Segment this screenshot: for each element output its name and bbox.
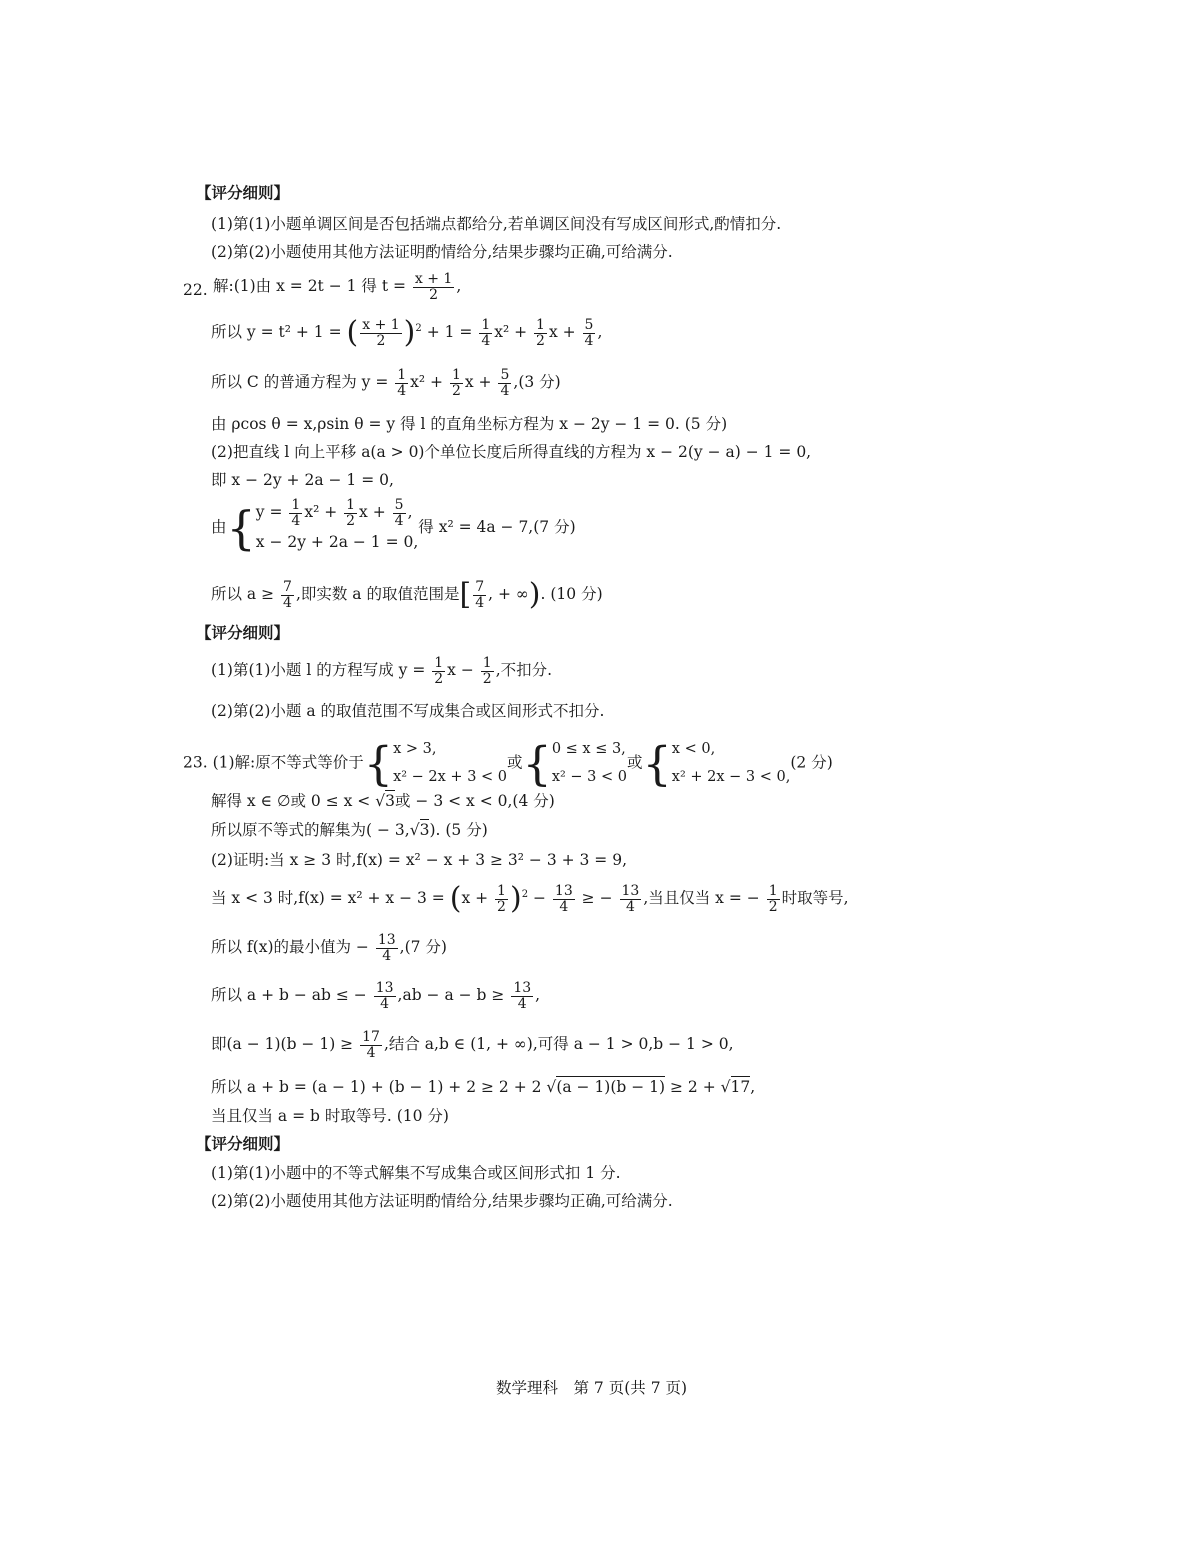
q23-line-2: 解得 x ∈ ∅或 0 ≤ x < √3或 − 3 < x < 0,(4 分): [211, 792, 555, 810]
q22-line-2: 所以 y = t² + 1 = ( $\frac{x + 1}{2}$ )$^2$ + 1 = $\frac{1}{4}$ x² + $\frac{1}{2}$ x + $\frac{5}{4}$ ,: [211, 315, 603, 351]
q23-rubric-heading: 【评分细则】: [196, 1135, 290, 1153]
q21-rubric-heading: 【评分细则】: [196, 184, 290, 202]
q23-line-5: 当 x < 3 时,f(x) = x² + x − 3 = (x + $\frac{1}{2}$ )$^2$ − $\frac{13}{4}$ ≥ − $\frac{13}{4}$ ,当且仅当 x = − $\frac{1}{2}$ 时取等号,: [211, 881, 849, 917]
q21-rubric-line-2: (2)第(2)小题使用其他方法证明酌情给分,结果步骤均正确,可给满分.: [211, 243, 673, 261]
q22-rubric-line-1: (1)第(1)小题 l 的方程写成 y = $\frac{1}{2}$ x − $\frac{1}{2}$ ,不扣分.: [211, 655, 553, 687]
q22-line-4: 由 ρcos θ = x,ρsin θ = y 得 l 的直角坐标方程为 x − 2y − 1 = 0. (5 分): [211, 415, 728, 433]
q23-line-9: 所以 a + b = (a − 1) + (b − 1) + 2 ≥ 2 + 2 √(a − 1)(b − 1) ≥ 2 + √17,: [211, 1078, 756, 1096]
q23-line-3: 所以原不等式的解集为( − 3,√3). (5 分): [211, 821, 488, 839]
q22-line-6: 即 x − 2y + 2a − 1 = 0,: [211, 471, 394, 489]
q23-line-1: 23. (1)解:原不等式等价于{ x > 3, x² − 2x + 3 < 0 或{ 0 ≤ x ≤ 3, x² − 3 < 0 或{ x < 0, x² + 2x − 3 < 0, (2 分): [183, 736, 833, 791]
q22-rubric-line-2: (2)第(2)小题 a 的取值范围不写成集合或区间形式不扣分.: [211, 702, 605, 720]
q23-line-6: 所以 f(x)的最小值为 − $\frac{13}{4}$ ,(7 分): [211, 932, 447, 964]
q22-line-1: 解:(1)由 x = 2t − 1 得 t = $\frac{x + 1}{2}$ ,: [213, 271, 462, 303]
q21-rubric-line-1: (1)第(1)小题单调区间是否包括端点都给分,若单调区间没有写成区间形式,酌情扣分.: [211, 215, 782, 233]
q22-label: 22.: [183, 281, 208, 299]
q22-line-7: 由{ y = $\frac{1}{4}$ x² + $\frac{1}{2}$ x + $\frac{5}{4}$ , x − 2y + 2a − 1 = 0, 得 x² = 4a − 7,(7 分): [211, 497, 576, 555]
q22-line-8: 所以 a ≥ $\frac{7}{4}$ ,即实数 a 的取值范围是[ $\frac{7}{4}$ , + ∞). (10 分): [211, 577, 603, 613]
q23-line-8: 即(a − 1)(b − 1) ≥ $\frac{17}{4}$ ,结合 a,b ∈ (1, + ∞),可得 a − 1 > 0,b − 1 > 0,: [211, 1029, 734, 1061]
q22-rubric-heading: 【评分细则】: [196, 624, 290, 642]
page-footer: 数学理科 第 7 页(共 7 页): [496, 1379, 688, 1397]
q23-line-7: 所以 a + b − ab ≤ − $\frac{13}{4}$ ,ab − a − b ≥ $\frac{13}{4}$ ,: [211, 980, 541, 1012]
q22-line-5: (2)把直线 l 向上平移 a(a > 0)个单位长度后所得直线的方程为 x − 2(y − a) − 1 = 0,: [211, 443, 812, 461]
q23-rubric-line-1: (1)第(1)小题中的不等式解集不写成集合或区间形式扣 1 分.: [211, 1164, 621, 1182]
q23-rubric-line-2: (2)第(2)小题使用其他方法证明酌情给分,结果步骤均正确,可给满分.: [211, 1192, 673, 1210]
q22-line-3: 所以 C 的普通方程为 y = $\frac{1}{4}$ x² + $\frac{1}{2}$ x + $\frac{5}{4}$ ,(3 分): [211, 367, 561, 399]
fraction: $\frac{x + 1}{2}$: [414, 271, 453, 303]
q23-line-4: (2)证明:当 x ≥ 3 时,f(x) = x² − x + 3 ≥ 3² − 3 + 3 = 9,: [211, 851, 628, 869]
q23-line-10: 当且仅当 a = b 时取等号. (10 分): [211, 1107, 449, 1125]
